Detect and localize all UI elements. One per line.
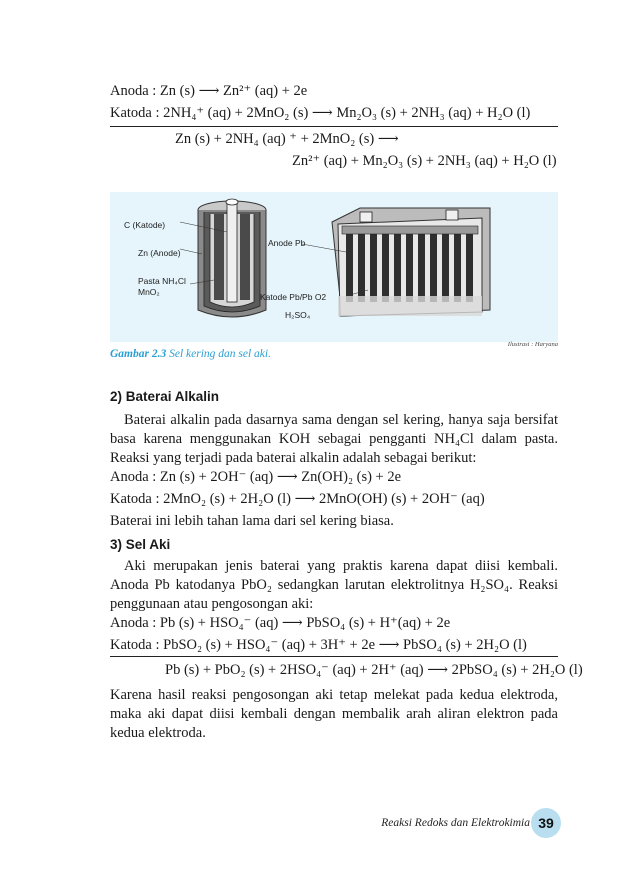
label-anode-pb: Anode Pb [268,238,306,248]
eq-total-aki: Pb (s) + PbO₂ (s) + 2HSO₄⁻ (aq) + 2H⁺ (aq) ⟶ 2PbSO₄ (s) + 2H₂O (l) [165,662,583,678]
figure-caption [110,348,271,360]
eq-anoda-sel-kering: Anoda : Zn (s) ⟶ Zn²⁺ (aq) + 2e [110,83,308,99]
para-sel-aki: Aki merupakan jenis baterai yang praktis karena dapat diisi kembali. Anoda Pb katodanya PbO₂ sedangkan larutan elektrolitnya H₂SO₄. Reaksi penggunaan atau pengosongan aki: [110,558,558,612]
eq-anoda-alkalin: Anoda : Zn (s) + 2OH⁻ (aq) ⟶ Zn(OH)₂ (s) + 2e [110,469,402,485]
page-number: 39 [531,808,561,838]
battery-illustration [110,192,558,342]
caption-label: Gambar 2.3 [110,348,167,360]
eq-katoda-aki: Katoda : PbSO₂ (s) + HSO₄⁻ (aq) + 3H⁺ + 2e ⟶ PbSO₄ (s) + 2H₂O (l) [110,637,527,653]
para-closing: Karena hasil reaksi pengosongan aki tetap melekat pada kedua elektroda, maka aki dapat diisi kembali dengan membalik arah aliran elektron pada kedua elektroda. [110,687,558,741]
caption-text: Sel kering dan sel aki. [169,348,271,360]
heading-baterai-alkalin: 2) Baterai Alkalin [110,389,220,404]
eq-katoda-alkalin: Katoda : 2MnO₂ (s) + 2H₂O (l) ⟶ 2MnO(OH) (s) + 2OH⁻ (aq) [110,491,485,507]
eq-katoda-sel-kering: Katoda : 2NH₄⁺ (aq) + 2MnO₂ (s) ⟶ Mn₂O₃ (s) + 2NH₃ (aq) + H₂O (l) [110,105,531,121]
dry-cell-drawing [180,199,266,317]
footer-chapter-title: Reaksi Redoks dan Elektrokimia [381,817,530,829]
sum-rule-2 [110,656,558,657]
figure-panel [110,192,558,342]
note-alkalin: Baterai ini lebih tahan lama dari sel kering biasa. [110,513,394,529]
sum-rule-1 [110,126,558,127]
eq-total-sel-kering-line2: Zn²⁺ (aq) + Mn₂O₃ (s) + 2NH₃ (aq) + H₂O (l) [292,153,557,169]
heading-sel-aki: 3) Sel Aki [110,537,171,552]
label-katode-c: C (Katode) [124,220,166,230]
eq-total-sel-kering-line1: Zn (s) + 2NH₄ (aq) ⁺ + 2MnO₂ (s) ⟶ [175,131,399,147]
para-alkalin: Baterai alkalin pada dasarnya sama dengan sel kering, hanya saja bersifat basa karena menggunakan KOH sebagai pengganti NH₄Cl dalam pasta. Reaksi yang terjadi pada baterai alkalin adalah sebagai berikut: [110,412,558,466]
label-anode-zn: Zn (Anode) [138,248,181,258]
illustration-credit: Ilustrasi : Haryana [507,341,558,348]
label-katode-pb: Katode Pb/Pb O2 [260,292,327,302]
eq-anoda-aki: Anoda : Pb (s) + HSO₄⁻ (aq) ⟶ PbSO₄ (s) + H⁺(aq) + 2e [110,615,451,631]
lead-acid-drawing [302,208,490,316]
label-h2so4: H₂SO₄ [285,310,311,320]
label-pasta: Pasta NH₄Cl [138,276,186,286]
label-mno2: MnO₂ [138,287,160,297]
